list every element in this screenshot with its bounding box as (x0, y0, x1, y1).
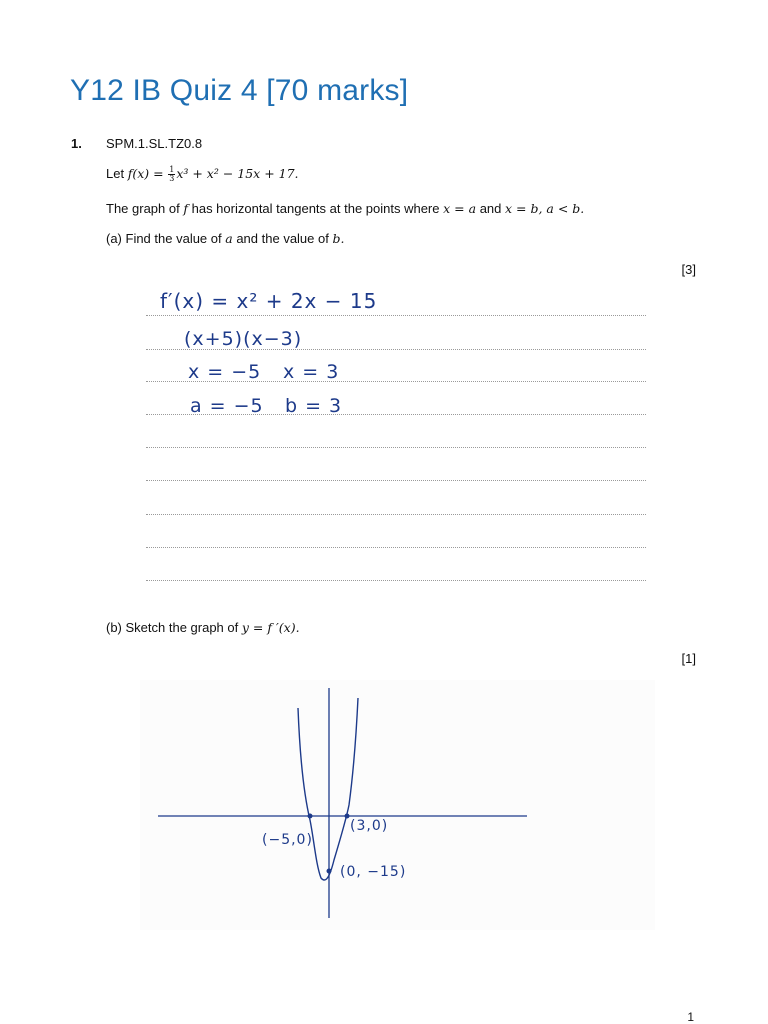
part-a-marks: [3] (681, 262, 696, 277)
root-point-left (308, 814, 313, 819)
part-a-text: (a) Find the value of (106, 231, 222, 246)
handwritten-value-a: a = −5 (190, 395, 264, 417)
tangent-and: and (479, 201, 502, 216)
tangent-text-2: has horizontal tangents at the points where (191, 201, 440, 216)
tangent-statement (106, 201, 584, 216)
part-b-text: (b) Sketch the graph of (106, 620, 239, 635)
part-a-and: and the value of (236, 231, 329, 246)
root-point-right (345, 814, 350, 819)
handwritten-root-right: x = 3 (283, 361, 340, 383)
tangent-x-eq-b: x = b, a < b. (505, 201, 585, 216)
function-rhs: x³ + x² − 15x + 17. (176, 166, 299, 181)
answer-line (146, 580, 646, 581)
question-number: 1. (71, 136, 82, 151)
vertex-point (327, 869, 332, 874)
page-number: 1 (687, 1010, 694, 1024)
answer-line (146, 447, 646, 448)
graph-background (140, 680, 655, 930)
answer-line (146, 480, 646, 481)
part-a-var-b: b. (332, 231, 345, 246)
label-vertex: (0, −15) (340, 864, 407, 880)
handwritten-derivative: f′(x) = x² + 2x − 15 (160, 289, 378, 313)
tangent-x-eq-a: x = a (443, 201, 477, 216)
sketch-graph (140, 680, 660, 930)
handwritten-root-left: x = −5 (188, 361, 262, 383)
answer-line (146, 315, 646, 316)
handwritten-factorised: (x+5)(x−3) (184, 328, 303, 350)
part-a-prompt (106, 231, 344, 246)
function-lhs: f(x) = (127, 166, 164, 181)
function-definition (106, 166, 299, 183)
question-reference: SPM.1.SL.TZ0.8 (106, 136, 203, 151)
answer-line (146, 514, 646, 515)
label-right-root: (3,0) (350, 818, 389, 834)
part-b-prompt (106, 620, 300, 635)
answer-line (146, 547, 646, 548)
label-left-root: (−5,0) (262, 832, 313, 848)
part-a-var-a: a (225, 231, 233, 246)
part-b-expression: y = f ′(x). (241, 620, 300, 635)
let-prefix: Let (106, 166, 125, 181)
fraction-denominator: 3 (169, 174, 175, 184)
page-title: Y12 IB Quiz 4 [70 marks] (70, 74, 409, 107)
handwritten-value-b: b = 3 (285, 395, 343, 417)
fraction-numerator: 1 (169, 165, 175, 175)
part-b-marks: [1] (681, 651, 696, 666)
tangent-f: f (183, 201, 188, 216)
fraction (168, 166, 175, 183)
tangent-text-1: The graph of (106, 201, 180, 216)
